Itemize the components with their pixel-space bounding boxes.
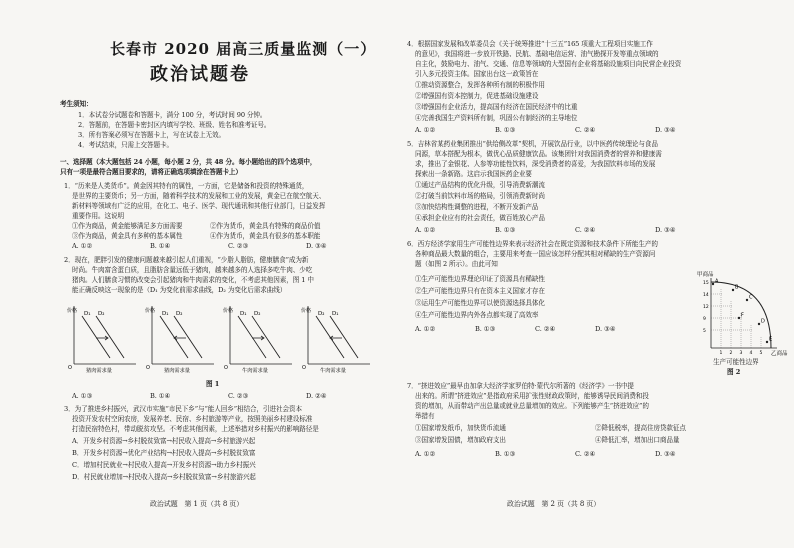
question-3-option: B．开发乡村资源→优化产业结构→村民收入提高→乡村脱贫致富: [72, 449, 256, 457]
axis-label: 牛肉需求量: [320, 368, 346, 374]
figure-2-label: 图 2: [727, 368, 741, 376]
axis-label: 价格: [67, 308, 78, 314]
question-2-stem: 猪肉。人们膳食习惯的改变会引起猪肉和牛肉需求的变化，不考虑其他因素，图 1 中: [72, 276, 314, 284]
axis-label: 价格: [145, 308, 156, 314]
axis-label: 价格: [223, 308, 234, 314]
question-5-option: ④承担企业应有的社会责任，做百姓放心产品: [415, 214, 545, 222]
question-6-stem: 题（如图 2 所示）。由此可知: [415, 260, 498, 268]
tick-label: 5: [759, 351, 763, 356]
demand-curve-d2: [330, 316, 358, 358]
axis-label: 乙商品: [771, 351, 788, 357]
point-label: B: [735, 284, 739, 291]
question-1-stem: 是世界的主要货币；另一方面，随着科学技术的发展和工业的发展，黄金已在航空航天、: [72, 192, 326, 200]
question-5-option: ②打破当前饮料市场的格局，引领消费新时尚: [415, 192, 545, 200]
demand-curve-d2: [174, 316, 202, 358]
tick-label: 2: [729, 351, 733, 356]
curve-label: D₁: [332, 311, 339, 317]
point-marker: [746, 299, 748, 301]
question-4-option: ①推动资源整合，发挥各种所有制的积极作用: [415, 81, 545, 89]
curve-label: D₁: [240, 311, 247, 317]
demand-curve-d2: [252, 316, 280, 358]
page-footer: 政治试题 第 2 页（共 8 页）: [507, 500, 601, 508]
question-4-answer: C. ②④: [575, 126, 596, 134]
question-6-answer: B. ①③: [475, 325, 496, 333]
question-5-stem: 求，推出了金银花、人参等功能性饮料，深受消费者的喜爱，为我国饮料市场的发展: [415, 160, 656, 168]
question-7-stem: 举措有: [415, 412, 435, 420]
demand-curve-d1: [160, 316, 188, 358]
tick-label: 4: [749, 351, 753, 356]
question-1-option: ①作为商品，黄金能够满足多方面需要: [72, 222, 183, 230]
demand-curve-d2: [96, 316, 124, 358]
curve-label: D₂: [176, 311, 183, 317]
origin-label: O: [302, 365, 306, 371]
question-1-answer: A. ①②: [72, 242, 93, 250]
question-5-answer: D. ③④: [655, 226, 676, 234]
question-2-answer: D. ②④: [306, 392, 327, 400]
question-6-option: ①生产可能性边界理论印证了资源具有稀缺性: [415, 275, 545, 283]
question-6-answer: A. ①②: [415, 325, 436, 333]
question-7-option: ③国家增发国债，增加政府支出: [415, 436, 506, 444]
question-7-answer: A. ①②: [415, 450, 436, 458]
question-4-option: ②增强国有资本控制力，促进基础设施建设: [415, 92, 539, 100]
question-1-stem: 1．“历来是人类货币”。黄金因其特有的属性，一方面，它是储备和投资的特殊通货，: [64, 182, 309, 190]
question-5-option: ③加快结构性调整的进程，不断开发新产品: [415, 203, 539, 211]
question-4-answer: B. ①③: [495, 126, 516, 134]
point-marker: [758, 323, 760, 325]
question-1-option: ③作为商品，黄金具有多种的基本属性: [72, 232, 183, 240]
question-3-option: D．村民就业增加→村民收入提高→乡村脱贫致富→乡村旅游兴起: [72, 473, 256, 481]
question-5-stem: 同源，草本搭配为根本，做优心品质健康饮品。该集团针对我国消费者的营养和健康需: [415, 150, 662, 158]
point-marker: [738, 317, 740, 319]
question-3-stem: 打造民宿特色村，带动脱贫攻坚。不考虑其他因素，上述举措对乡村振兴的影响路径是: [72, 425, 319, 433]
tick-label: 12: [703, 305, 709, 310]
section-instructions: 一、选择题（本大题包括 24 小题，每小题 2 分，共 48 分。每小题给出的四个选项中，: [60, 158, 317, 166]
question-2-stem: 时尚。牛肉富含蛋白质，且脂肪含量远低于猪肉，越来越多的人选择多吃牛肉、少吃: [72, 266, 313, 274]
point-label: E: [769, 336, 773, 343]
figure-1-demand-graphs: [66, 302, 366, 382]
question-7-stem: 出来的。所谓“挤进效应”是指政府采用扩张性财政政策时，能够诱导民间消费和投: [415, 392, 649, 400]
question-5-option: ①通过产品结构的优化升级，引导消费新潮流: [415, 181, 545, 189]
question-2-answer: B. ①④: [150, 392, 171, 400]
question-4-stem: 自主化，鼓励电力、油气、交通、信息等领域的大型国有企业将基础设施项目向民营企业投资: [415, 60, 682, 68]
tick-label: 9: [703, 317, 706, 322]
question-4-stem: 引入多元投资主体。国家出台这一政策旨在: [415, 70, 539, 78]
question-3-stem: 3．为了推进乡村振兴，武汉市实施“市民下乡”与“能人回乡”相结合，引进社会资本: [64, 405, 302, 413]
question-7-option: ②降低税率，提高住房贷款征点: [595, 424, 686, 432]
question-1-stem: 重要作用。这说明: [72, 212, 124, 220]
question-1-option: ②作为货币，黄金具有特殊的商品价值: [210, 222, 321, 230]
point-marker: [732, 289, 734, 291]
question-1-answer: C. ②③: [228, 242, 249, 250]
question-4-option: ④完善我国生产资料所有制，巩固公有制经济的主导地位: [415, 114, 578, 122]
question-6-option: ④生产可能性边界内外各点都实现了高效率: [415, 311, 539, 319]
tick-label: 14: [703, 293, 709, 298]
origin-label: O: [68, 365, 72, 371]
point-label: F: [741, 312, 744, 319]
notice-line: 3．所有答案必须写在答题卡上，写在试卷上无效。: [78, 131, 225, 139]
point-label: D: [761, 318, 765, 325]
notice-line: 4．考试结束，只需上交答题卡。: [78, 141, 174, 149]
question-6-stem: 6．西方经济学家用生产可能性边界来表示经济社会在既定资源和技术条件下所能生产的: [407, 240, 658, 248]
question-4-stem: 4．根据国家发展和改革委员会《关于统筹推进“十三五”165 项重大工程项目实施工作: [407, 40, 653, 48]
curve-label: D₁: [84, 311, 91, 317]
demand-curve-d1: [316, 316, 344, 358]
axis-label: 甲商品: [697, 272, 714, 278]
question-5-stem: 探索出一条新路。这启示我国医药企业要: [415, 170, 532, 178]
question-7-answer: C. ②④: [575, 450, 596, 458]
question-7-answer: B. ①③: [495, 450, 516, 458]
question-5-answer: C. ②④: [575, 226, 596, 234]
question-3-option: A．开发乡村资源→乡村脱贫致富→村民收入提高→乡村旅游兴起: [72, 437, 256, 445]
origin-label: O: [224, 365, 228, 371]
figure-2-ppf-graph: [695, 270, 788, 358]
exam-page-2: [397, 0, 794, 548]
question-3-option: C．增加村民就业→村民收入提高→开发乡村资源→助力乡村振兴: [72, 461, 256, 469]
question-5-answer: B. ①③: [495, 226, 516, 234]
point-label: C: [749, 294, 753, 301]
notice-line: 2．答题前，在答题卡密封区内填写学校、班级、姓名和准考证号。: [78, 121, 271, 129]
question-4-option: ③增强国有企业活力，提高国有经济在国民经济中的比重: [415, 103, 578, 111]
notice-title: 考生须知：: [60, 100, 93, 108]
question-1-option: ④作为货币，黄金具有很多的基本职能: [210, 232, 321, 240]
axis-label: 牛肉需求量: [242, 368, 268, 374]
section-instructions: 只有一项是最符合题目要求的，请将正确选项填涂在答题卡上）: [60, 168, 242, 176]
tick-label: 15: [703, 281, 709, 286]
point-marker: [766, 341, 768, 343]
question-3-stem: 投资开发农村空闲农房，发展养老、民宿、乡村旅游等产业，按照美丽乡村建设标准: [72, 415, 313, 423]
tick-label: 1: [719, 351, 723, 356]
question-4-answer: A. ①②: [415, 126, 436, 134]
question-7-option: ④降低汇率，增加出口商品量: [595, 436, 680, 444]
origin-label: O: [146, 365, 150, 371]
question-7-stem: 资的增加，从而带动产出总量或就业总量增加的效应。下列能够产生“挤进效应”的: [415, 402, 649, 410]
question-2-answer: A. ①③: [72, 392, 93, 400]
axis-label: 价格: [301, 308, 312, 314]
question-6-stem: 各种商品最大数量的组合，主要用来考查一国应该怎样分配其相对稀缺的生产资源问: [415, 250, 656, 258]
question-7-answer: D. ③④: [655, 450, 676, 458]
question-4-stem: 的意见》，我国将进一步放开铁路、民航、基础电信运营、油气勘探开发等重点领域的: [415, 50, 659, 58]
question-6-answer: D. ③④: [595, 325, 616, 333]
tick-label: 5: [703, 329, 706, 334]
notice-line: 1．本试卷分试题卷和答题卡，满分 100 分，考试时间 90 分钟。: [78, 111, 267, 119]
axis-label: 猪肉需求量: [164, 368, 190, 374]
question-2-stem: 2．现在，肥胖引发的健康问题越来越引起人们重视，“少脂人脂肪，健康膳食”成为新: [64, 256, 309, 264]
figure-1-label: 图 1: [206, 380, 220, 388]
axis-label: 猪肉需求量: [86, 368, 112, 374]
curve-label: D₂: [254, 311, 261, 317]
question-5-stem: 5．吉林省某药业集团推出“供给侧改革”契机，开展饮品行业，以中医药传统理论与食品: [407, 140, 658, 148]
question-5-answer: A. ①②: [415, 226, 436, 234]
paper-title: 政治试题卷: [150, 64, 250, 85]
question-2-answer: C. ②③: [228, 392, 249, 400]
page-footer: 政治试题 第 1 页（共 8 页）: [150, 500, 244, 508]
question-7-option: ①国家增发纸币，加快货币流通: [415, 424, 506, 432]
curve-label: D₂: [98, 311, 105, 317]
question-1-answer: D. ③④: [306, 242, 327, 250]
question-1-answer: B. ①④: [150, 242, 171, 250]
curve-label: D₂: [318, 311, 325, 317]
exam-title: 长春市 2020 届高三质量监测（一）: [110, 40, 377, 58]
question-6-answer: C. ②④: [535, 325, 556, 333]
point-marker: [712, 283, 714, 285]
question-1-stem: 新材料等领域有广泛的应用，在化工、电子、医学、现代通讯和其他行业部门，日益发挥: [72, 202, 326, 210]
point-label: A: [715, 278, 719, 285]
tick-label: 3: [739, 351, 743, 356]
question-2-stem: 能正确反映这一现象的是（D₁ 为变化前需求曲线，D₂ 为变化后需求曲线）: [72, 286, 287, 294]
question-4-answer: D. ③④: [655, 126, 676, 134]
question-7-stem: 7．“挤进效应”最早由加拿大经济学家罗伯特·蒙代尔所著的《经济学》一书中提: [407, 382, 634, 390]
curve-label: D₁: [162, 311, 169, 317]
figure-2-caption: 生产可能性边界: [713, 358, 759, 366]
question-6-option: ③运用生产可能性边界可以使资源选择具体化: [415, 299, 545, 307]
question-6-option: ②生产可能性边界只有在资本主义国家才存在: [415, 287, 545, 295]
